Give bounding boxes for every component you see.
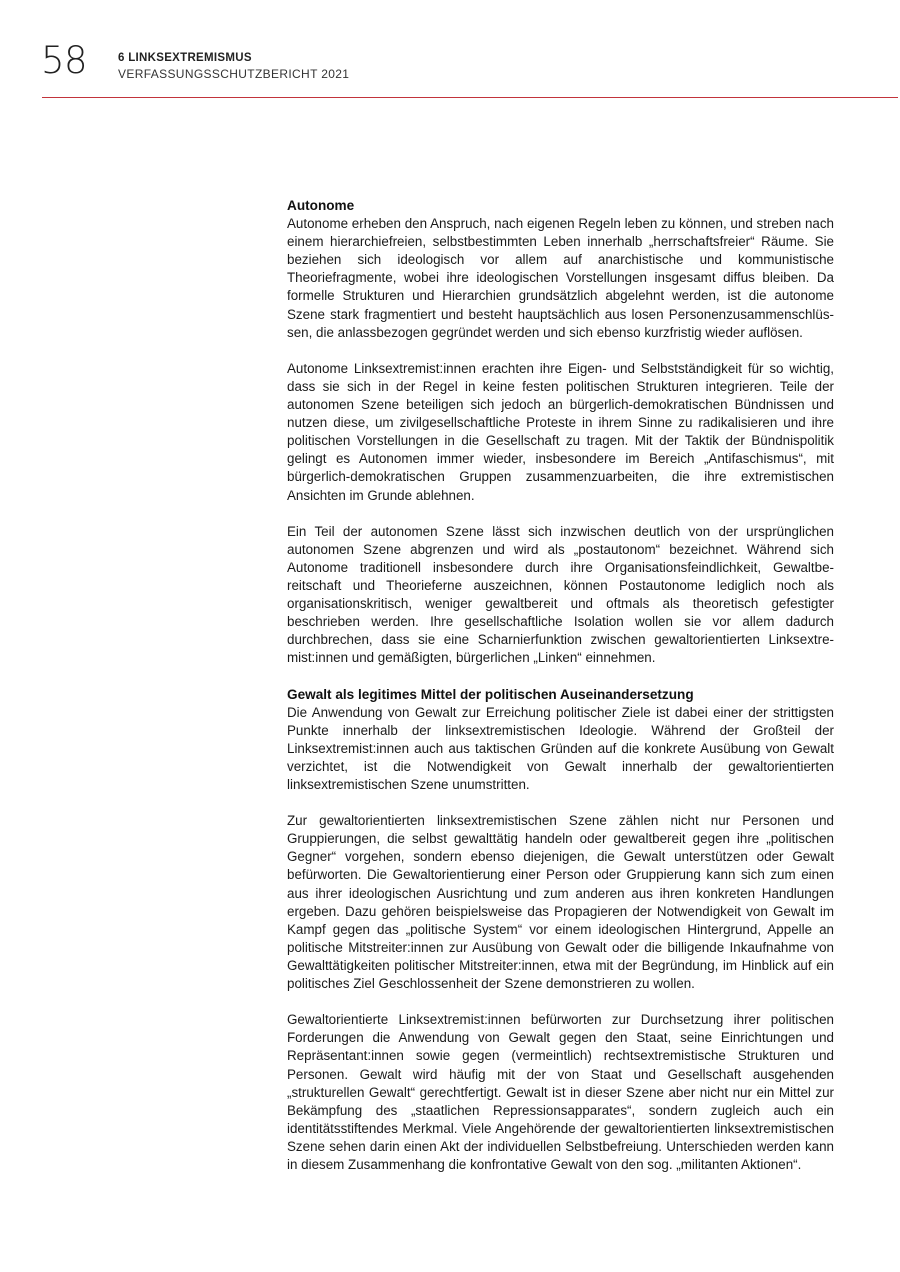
paragraph: Die Anwendung von Gewalt zur Erreichung politischer Ziele ist dabei einer der strittigsten Punkte innerhalb der linksextremistischen Ideologie. Während der Großteil der Linksextremist:innen auch aus taktischen Gründen auf die konkrete Ausübung von Gewalt verzichtet, ist die Notwendigkeit von Gewalt innerhalb der gewaltorientierten linksextremistischen Szene unumstritten. bbox=[287, 704, 834, 792]
paragraph: Gewaltorientierte Linksextremist:innen befürworten zur Durchsetzung ihrer politischen Forderungen die Anwendung von Gewalt gegen den Staat, seine Einrichtungen und Repräsentant:innen sowie gegen (vermeintlich) rechtsextremistische Strukturen und Personen. Gewalt wird häufig mit der von Staat und Gesellschaft ausgehenden „strukturellen Gewalt“ gerechtfertigt. Gewalt ist in dieser Szene aber nicht nur ein Mittel zur Bekämpfung des „staatlichen Repressionsapparates“, sondern zugleich auch ein identitätsstiftendes Merkmal. Viele Angehörende der gewaltorientierten linksextremistischen Szene sehen darin einen Akt der individuellen Selbstbefreiung. Unterschieden werden kann in diesem Zusammenhang die konfrontative Gewalt von den sog. „militanten Aktionen“. bbox=[287, 1012, 834, 1172]
report-title: VERFASSUNGSSCHUTZBERICHT 2021 bbox=[118, 67, 350, 81]
header-divider bbox=[42, 97, 898, 98]
document-body bbox=[287, 197, 834, 1192]
paragraph: Zur gewaltorientierten linksextremistischen Szene zählen nicht nur Personen und Gruppierungen, die selbst gewalttätig handeln oder gewaltbereit gegen ihre „politischen Gegner“ vorgehen, sondern ebenso diejenigen, die Gewalt unterstützen oder Gewalt befürworten. Die Gewaltorientierung einer Person oder Gruppierung kann sich zum einen aus ihrer ideologischen Ausrichtung und zum anderen aus ihren konkreten Handlungen ergeben. Dazu gehören beispielsweise das Propagieren der Notwendigkeit von Gewalt im Kampf gegen das „politische System“ vor einem ideologischen Hintergrund, Appelle an politische Mitstreiter:innen zur Ausübung von Gewalt oder die billigende Inkaufnahme von Gewalttätigkeiten politischer Mitstreiter:innen, etwa mit der Begründung, im Hinblick auf ein politisches Ziel Geschlossenheit der Szene demonstrieren zu wollen. bbox=[287, 813, 834, 992]
section-autonome bbox=[287, 197, 834, 667]
section-gewalt bbox=[287, 686, 834, 1175]
page-number: 58 bbox=[41, 39, 88, 82]
paragraph: Autonome Linksextremist:innen erachten ihre Eigen- und Selbstständigkeit für so wichtig, dass sie sich in der Regel in keine festen politischen Strukturen integrieren. Teile der autonomen Szene beteiligen sich jedoch an bürgerlich-demokratischen Bündnissen und nutzen diese, um zivilgesellschaftliche Proteste in ihrem Sinne zu radikalisieren und ihre politischen Vorstellungen in die Gesellschaft zu tragen. Mit der Taktik der Bündnispolitik gelingt es Autonomen immer wieder, insbesondere im Bereich „Antifaschismus“, mit bürgerlich-demokratischen Gruppen zusammenzuarbeiten, die ihre extremistischen Ansichten im Grunde ablehnen. bbox=[287, 360, 834, 503]
section-heading: Gewalt als legitimes Mittel der politischen Auseinandersetzung bbox=[287, 686, 694, 702]
paragraph: Ein Teil der autonomen Szene lässt sich inzwischen deutlich von der ursprünglichen autonomen Szene abgrenzen und wird als „postautonom“ bezeichnet. Während sich Autonome traditionell insbesondere durch ihre Organisationsfeindlichkeit, Gewaltbereitschaft und Theorieferne auszeichnen, können Postautonome lediglich noch als organisationskritisch, weniger gewaltbereit und oftmals als theoretisch gefestigter beschrieben werden. Ihre gesellschaftliche Isolation wollen sie vor allem dadurch durchbrechen, dass sie eine Scharnierfunktion zwischen gewaltorientierten Linksextremist:innen und gemäßigten, bürgerlichen „Linken“ einnehmen. bbox=[287, 523, 834, 666]
section-heading: Autonome bbox=[287, 198, 355, 213]
paragraph: Autonome erheben den Anspruch, nach eigenen Regeln leben zu können, und streben nach einem hierarchiefreien, selbstbestimmten Leben innerhalb „herrschaftsfreier“ Räume. Sie beziehen sich ideologisch vor allem auf anarchistische und kommunistische Theoriefragmente, wobei ihre ideologischen Vorstellungen insgesamt diffus bleiben. Da formelle Strukturen und Hierarchien grundsätzlich abgelehnt werden, ist die autonome Szene stark fragmentiert und besteht hauptsächlich aus losen Personenzusammenschlüssen, die anlassbezogen gegründet werden und sich ebenso kurzfristig wieder auflösen. bbox=[287, 216, 834, 340]
chapter-title: 6 LINKSEXTREMISMUS bbox=[118, 52, 252, 64]
